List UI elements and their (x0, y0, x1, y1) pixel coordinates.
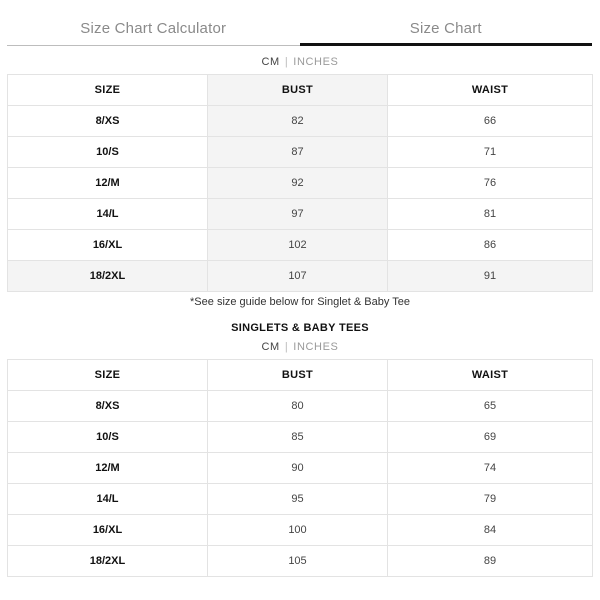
column-header-size: SIZE (8, 360, 208, 391)
bust-cell: 97 (208, 199, 388, 230)
bust-cell: 87 (208, 137, 388, 168)
section-title-singlets: SINGLETS & BABY TEES (231, 322, 369, 334)
singlets-size-table (7, 359, 593, 577)
bust-cell: 95 (208, 484, 388, 515)
size-cell: 10/S (8, 422, 208, 453)
column-header-bust: BUST (208, 75, 388, 106)
bust-cell: 80 (208, 391, 388, 422)
table-row (8, 391, 593, 422)
tab-size-chart[interactable]: Size Chart (300, 16, 593, 46)
size-cell: 14/L (8, 484, 208, 515)
column-header-size: SIZE (8, 75, 208, 106)
unit-cm-option[interactable]: CM (261, 341, 280, 353)
unit-cm-option[interactable]: CM (261, 56, 280, 68)
unit-toggle (0, 56, 600, 68)
size-cell: 8/XS (8, 106, 208, 137)
unit-toggle-singlets (0, 341, 600, 353)
size-guide-note: *See size guide below for Singlet & Baby Tee (190, 296, 410, 308)
size-cell: 14/L (8, 199, 208, 230)
waist-cell: 79 (388, 484, 593, 515)
size-table (7, 74, 593, 292)
unit-inches-option[interactable]: INCHES (293, 341, 339, 353)
tab-size-chart-calculator[interactable]: Size Chart Calculator (7, 16, 300, 46)
waist-cell: 66 (388, 106, 593, 137)
table-row (8, 106, 593, 137)
table-row (8, 484, 593, 515)
unit-separator: | (284, 341, 289, 353)
bust-cell: 107 (208, 261, 388, 292)
column-header-bust: BUST (208, 360, 388, 391)
column-header-waist: WAIST (388, 360, 593, 391)
waist-cell: 71 (388, 137, 593, 168)
table-header-row (8, 75, 593, 106)
bust-cell: 92 (208, 168, 388, 199)
table-row (8, 168, 593, 199)
waist-cell: 76 (388, 168, 593, 199)
table-row (8, 422, 593, 453)
size-cell: 8/XS (8, 391, 208, 422)
bust-cell: 82 (208, 106, 388, 137)
table-row (8, 230, 593, 261)
waist-cell: 84 (388, 515, 593, 546)
bust-cell: 105 (208, 546, 388, 577)
table-row (8, 515, 593, 546)
bust-cell: 90 (208, 453, 388, 484)
size-cell: 16/XL (8, 515, 208, 546)
size-cell: 10/S (8, 137, 208, 168)
waist-cell: 69 (388, 422, 593, 453)
table-row (8, 137, 593, 168)
size-cell: 12/M (8, 453, 208, 484)
size-chart-tabs (7, 16, 592, 46)
table-row (8, 199, 593, 230)
bust-cell: 102 (208, 230, 388, 261)
table-header-row (8, 360, 593, 391)
waist-cell: 91 (388, 261, 593, 292)
bust-cell: 100 (208, 515, 388, 546)
table-row (8, 546, 593, 577)
size-cell: 12/M (8, 168, 208, 199)
size-cell: 18/2XL (8, 261, 208, 292)
table-row (8, 261, 593, 292)
waist-cell: 89 (388, 546, 593, 577)
table-row (8, 453, 593, 484)
unit-separator: | (284, 56, 289, 68)
waist-cell: 65 (388, 391, 593, 422)
bust-cell: 85 (208, 422, 388, 453)
waist-cell: 81 (388, 199, 593, 230)
size-cell: 18/2XL (8, 546, 208, 577)
unit-inches-option[interactable]: INCHES (293, 56, 339, 68)
waist-cell: 86 (388, 230, 593, 261)
waist-cell: 74 (388, 453, 593, 484)
size-cell: 16/XL (8, 230, 208, 261)
column-header-waist: WAIST (388, 75, 593, 106)
